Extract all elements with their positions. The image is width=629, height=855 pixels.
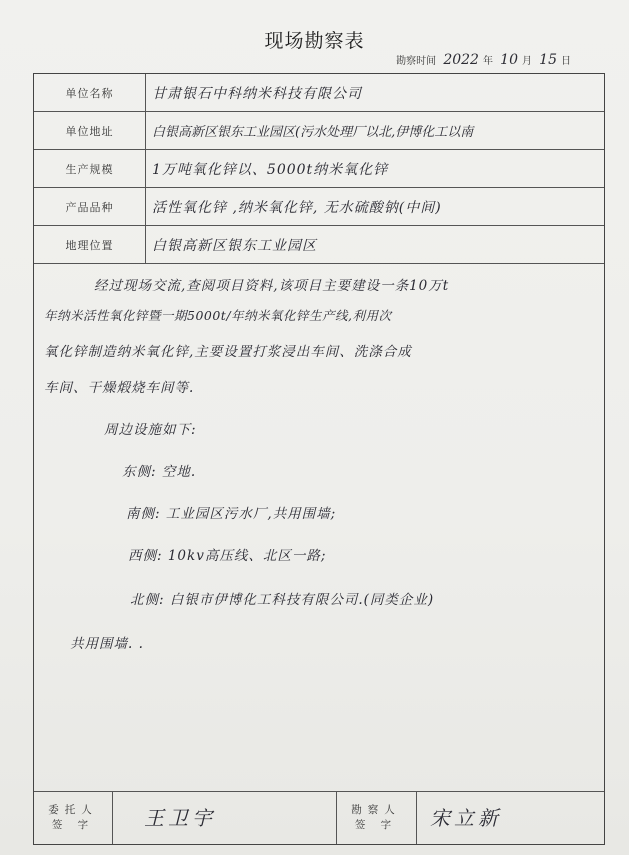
field-label: 地理位置 [34,226,146,263]
surveyor-label-top: 勘察人 [351,804,401,816]
field-row-geographic-location [34,226,604,264]
field-label: 单位地址 [34,112,146,149]
divider [416,792,417,844]
field-value: 活性氧化锌 ,纳米氧化锌, 无水硫酸钠(中间) [152,199,442,216]
field-row-company-name [34,74,604,112]
client-label-bottom: 签 字 [51,819,95,831]
field-value: 1万吨氧化锌以、5000t纳米氧化锌 [152,161,389,178]
notes-line: 北侧: 白银市伊博化工科技有限公司.(同类企业) [130,592,435,608]
surveyor-signature: 宋立新 [430,806,502,830]
notes-line: 周边设施如下: [104,422,197,438]
surveyor-label-bottom: 签 字 [354,819,398,831]
survey-date-month-unit: 月 [521,56,532,67]
client-signature: 王卫宇 [144,806,216,830]
field-label: 产品品种 [34,188,146,225]
survey-date-day-unit: 日 [561,56,571,67]
divider [112,792,113,844]
notes-line: 经过现场交流,查阅项目资料,该项目主要建设一条10万t [94,278,450,294]
field-label: 生产规模 [34,150,146,187]
page-title: 现场勘察表 [264,30,365,52]
field-row-company-address [34,112,604,150]
field-row-product-variety [34,188,604,226]
field-value: 甘肃银石中科纳米科技有限公司 [152,85,362,102]
survey-table [33,73,605,845]
field-label: 单位名称 [34,74,146,111]
signature-row [34,791,604,844]
field-value: 白银高新区银东工业园区(污水处理厂以北,伊博化工以南 [152,125,474,140]
notes-line: 年纳米活性氧化锌暨一期5000t/年纳米氧化锌生产线,利用次 [44,308,392,323]
survey-date-day: 15 [539,52,557,68]
survey-date-month: 10 [500,52,518,68]
survey-date-year-unit: 年 [482,56,493,67]
survey-date [396,52,571,68]
notes-line: 南侧: 工业园区污水厂,共用围墙; [126,506,337,522]
notes-line: 西侧: 10kv高压线、北区一路; [128,548,327,564]
survey-date-year: 2022 [443,52,479,68]
client-signature-label [34,792,112,844]
notes-line: 东侧: 空地. [122,464,197,480]
field-row-production-scale [34,150,604,188]
notes-line: 共用围墙. . [70,636,144,652]
survey-notes [34,264,604,792]
field-value: 白银高新区银东工业园区 [152,237,317,254]
survey-date-label: 勘察时间 [396,56,437,67]
surveyor-signature-label [337,792,415,844]
client-label-top: 委托人 [48,804,98,816]
notes-line: 车间、干燥煅烧车间等. [44,380,195,396]
notes-line: 氧化锌制造纳米氧化锌,主要设置打浆浸出车间、洗涤合成 [44,344,412,360]
